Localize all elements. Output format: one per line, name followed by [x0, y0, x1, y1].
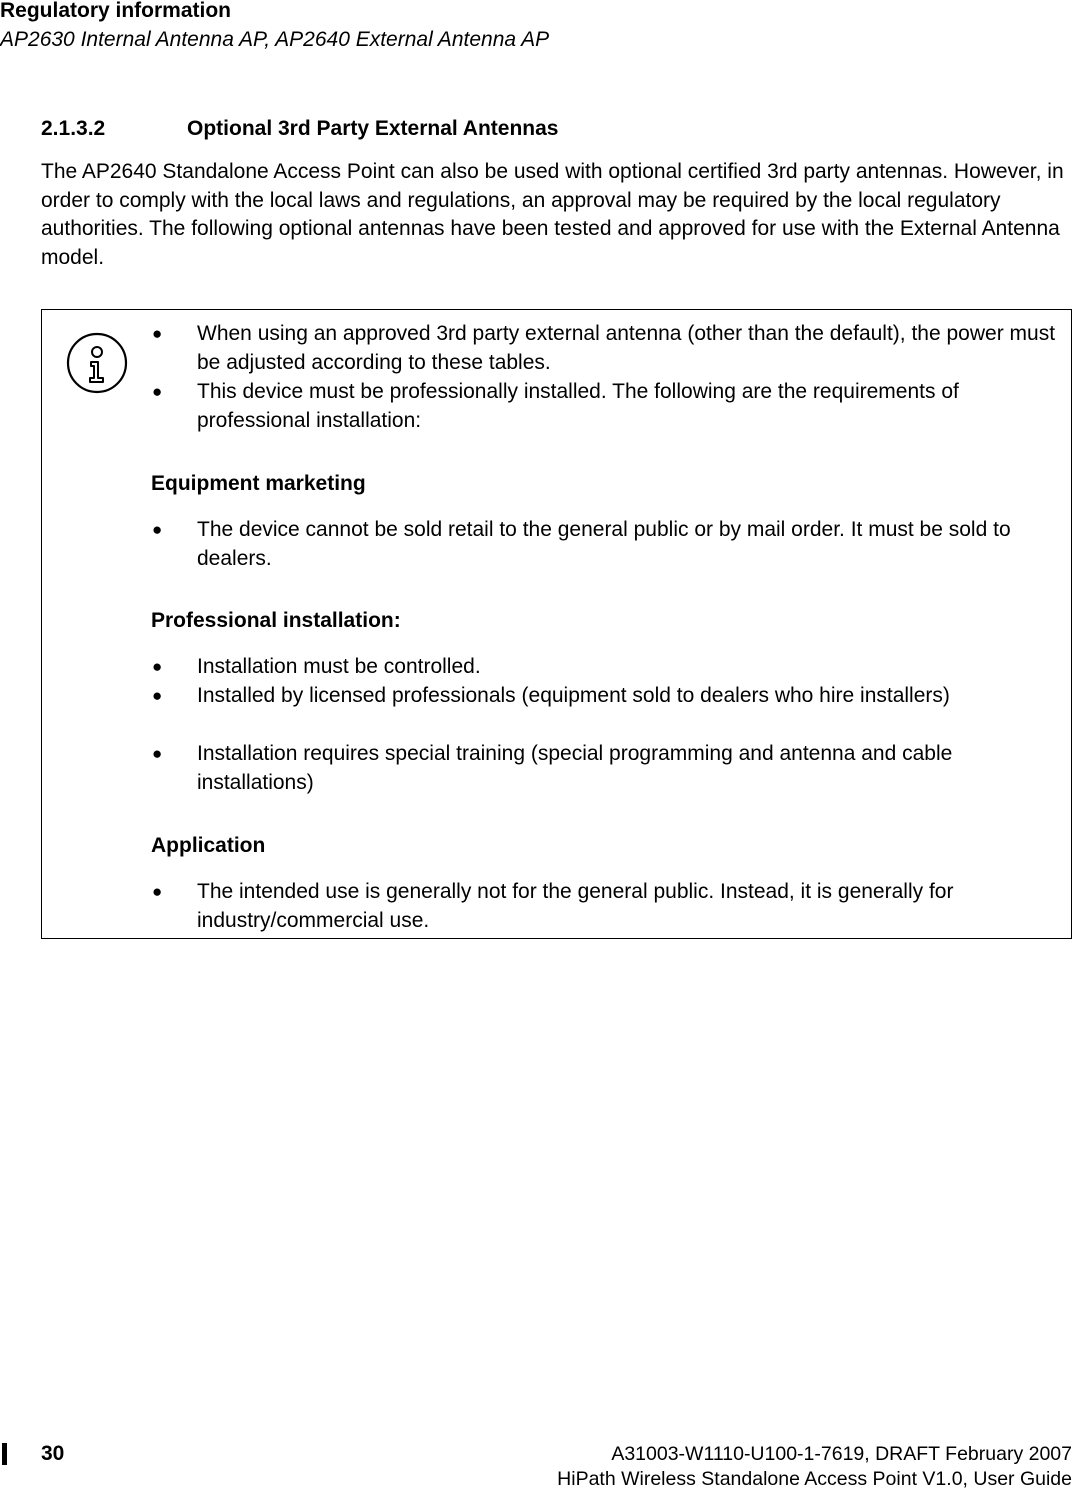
header-subtitle: AP2630 Internal Antenna AP, AP2640 External Antenna AP	[0, 28, 550, 51]
change-bar	[2, 1443, 7, 1465]
bullet-dot: ●	[152, 520, 163, 539]
bullet-text: Installation requires special training (special programming and antenna and cable installations)	[197, 742, 953, 794]
application-heading: Application	[151, 834, 266, 857]
bullet-text: Installation must be controlled.	[197, 655, 481, 678]
page-number: 30	[41, 1442, 65, 1465]
bullet-dot: ●	[152, 382, 163, 401]
bullet-dot: ●	[152, 657, 163, 676]
info-icon	[65, 331, 129, 395]
footer-doc-id: A31003-W1110-U100-1-7619, DRAFT February 2007	[611, 1443, 1072, 1465]
equipment-marketing-heading: Equipment marketing	[151, 472, 366, 495]
bullet-text: When using an approved 3rd party external antenna (other than the default), the power must be adjusted according to these tables.	[197, 322, 1056, 374]
bullet-text: This device must be professionally installed. The following are the requirements of professional installation:	[197, 380, 959, 432]
bullet-text: Installed by licensed professionals (equipment sold to dealers who hire installers)	[197, 684, 950, 707]
bullet-dot: ●	[152, 686, 163, 705]
professional-installation-heading: Professional installation:	[151, 609, 401, 632]
bullet-dot: ●	[152, 744, 163, 763]
footer-doc-title: HiPath Wireless Standalone Access Point V1.0, User Guide	[557, 1468, 1072, 1490]
intro-paragraph: The AP2640 Standalone Access Point can also be used with optional certified 3rd party antennas. However, in order to comply with the local laws and regulations, an approval may be required by the local regulatory authorities. The following optional antennas have been tested and approved for use with the External Antenna model.	[41, 160, 1064, 269]
bullet-text: The intended use is generally not for the general public. Instead, it is generally for industry/commercial use.	[197, 880, 954, 932]
section-title: Optional 3rd Party External Antennas	[187, 117, 559, 140]
bullet-dot: ●	[152, 324, 163, 343]
header-title: Regulatory information	[0, 0, 232, 22]
bullet-dot: ●	[152, 882, 163, 901]
bullet-text: The device cannot be sold retail to the general public or by mail order. It must be sold to dealers.	[197, 518, 1011, 570]
section-number: 2.1.3.2	[41, 117, 106, 140]
